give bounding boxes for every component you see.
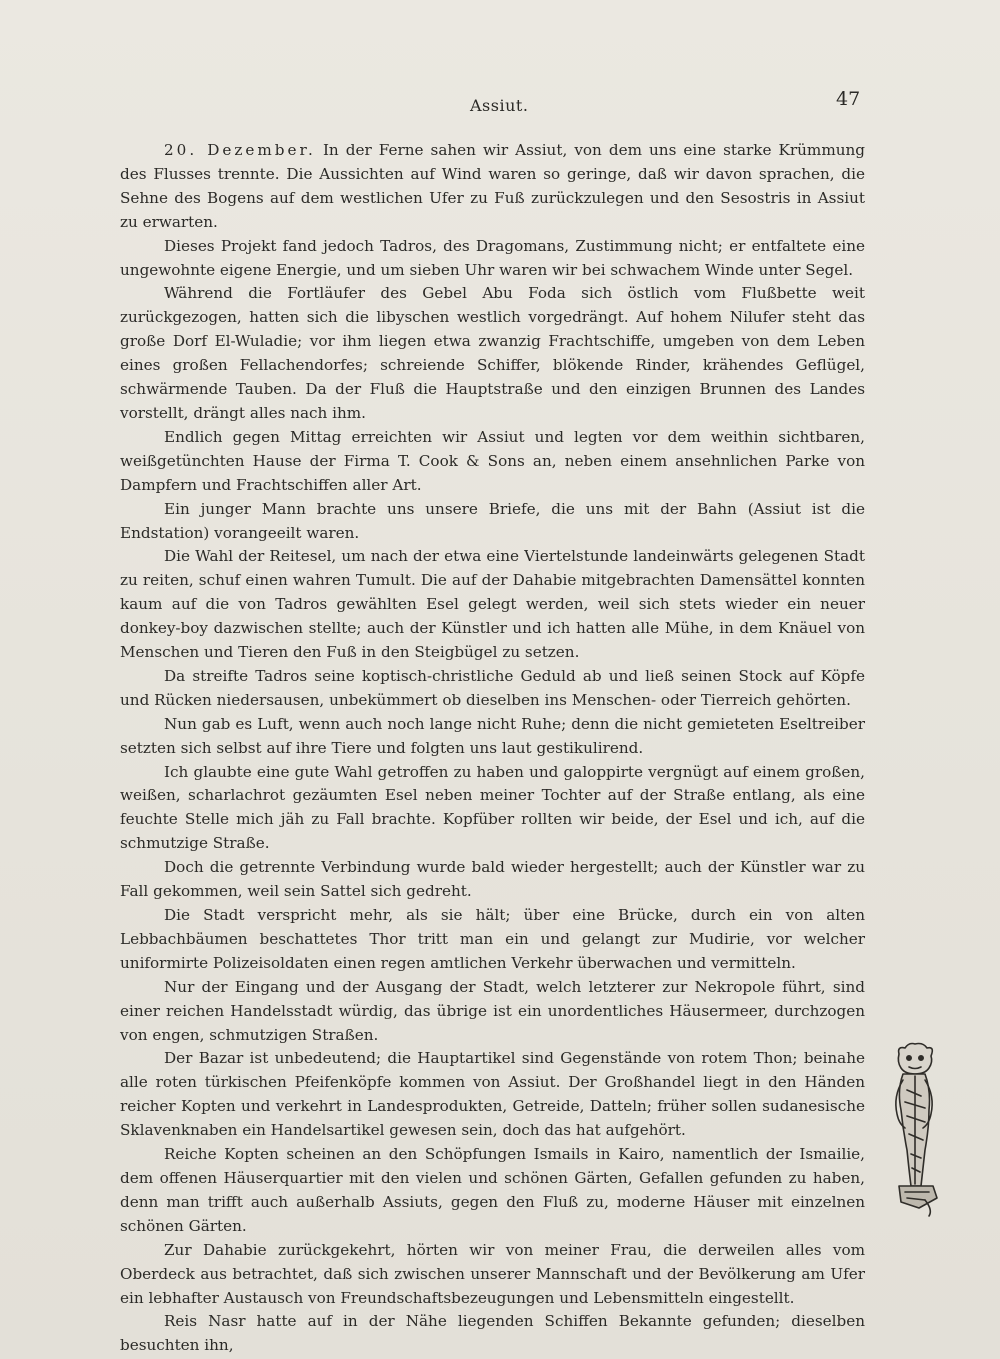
paragraph: Nun gab es Luft, wenn auch noch lange nicht Ruhe; denn die nicht gemieteten Eseltreiber setzten sich selbst auf ihre Tiere und folgten uns laut gestikulirend.	[120, 714, 865, 757]
paragraph: Dieses Projekt fand jedoch Tadros, des Dragomans, Zustimmung nicht; er entfaltete eine ungewohnte eigene Energie, und um sieben Uhr waren wir bei schwachem Winde unter Segel.	[120, 236, 865, 279]
paragraph: Da streifte Tadros seine koptisch-christliche Geduld ab und ließ seinen Stock auf Köpfe und Rücken niedersausen, unbekümmert ob dieselben ins Menschen- oder Tierreich gehörten.	[120, 666, 865, 709]
statue-figure-illustration	[885, 1040, 945, 1218]
paragraph: Reis Nasr hatte auf in der Nähe liegenden Schiffen Bekannte gefunden; dieselben besuchten ihn,	[120, 1312, 865, 1355]
paragraph: Reiche Kopten scheinen an den Schöpfungen Ismails in Kairo, namentlich der Ismailie, dem offenen Häuserquartier mit den vielen und schönen Gärten, Gefallen gefunden zu haben, denn man trifft auch außerhalb Assiuts, gegen den Fluß zu, moderne Häuser mit einzelnen schönen Gärten.	[120, 1145, 865, 1235]
paragraph: Doch die getrennte Verbindung wurde bald wieder hergestellt; auch der Künstler war zu Fall gekommen, weil sein Sattel sich gedreht.	[120, 858, 865, 901]
body-text	[120, 139, 865, 1358]
paragraph-text: In der Ferne sahen wir Assiut, von dem uns eine starke Krümmung des Flusses trennte. Die Aussichten auf Wind waren so geringe, daß wir davon sprachen, die Sehne des Bogens auf dem westlichen Ufer zu Fuß zurückzulegen und den Sesostris in Assiut zu erwarten.	[120, 141, 866, 231]
page-number: 47	[836, 88, 861, 110]
paragraph: Zur Dahabie zurückgekehrt, hörten wir von meiner Frau, die derweilen alles vom Oberdeck aus betrachtet, daß sich zwischen unserer Mannschaft und der Bevölkerung am Ufer ein lebhafter Austausch von Freundschaftsbezeugungen und Lebensmitteln eingestellt.	[120, 1240, 865, 1307]
paragraph: Die Stadt verspricht mehr, als sie hält; über eine Brücke, durch ein von alten Lebbachbäumen beschattetes Thor tritt man ein und gelangt zur Mudirie, vor welcher uniformirte Polizeisoldaten einen regen amtlichen Verkehr überwachen und vermitteln.	[120, 906, 865, 972]
paragraph: Ich glaubte eine gute Wahl getroffen zu haben und galoppirte vergnügt auf einem großen, weißen, scharlachrot gezäumten Esel neben meiner Tochter auf der Straße entlang, als eine feuchte Stelle mich jäh zu Fall brachte. Kopfüber rollten wir beide, der Esel und ich, auf die schmutzige Straße.	[120, 762, 865, 853]
paragraph: Die Wahl der Reitesel, um nach der etwa eine Viertelstunde landeinwärts gelegenen Stadt zu reiten, schuf einen wahren Tumult. Die auf der Dahabie mitgebrachten Damensättel konnten kaum auf die von Tadros gewählten Esel gelegt werden, weil sich stets wieder ein neuer donkey-boy dazwischen stellte; auch der Künstler und ich hatten alle Mühe, in dem Knäuel von Menschen und Tieren den Fuß in den Steigbügel zu setzen.	[120, 547, 865, 662]
paragraph: Der Bazar ist unbedeutend; die Hauptartikel sind Gegenstände von rotem Thon; beinahe alle roten türkischen Pfeifenköpfe kommen von Assiut. Der Großhandel liegt in den Händen reicher Kopten und verkehrt in Landesprodukten, Getreide, Datteln; früher sollen sudanesische Sklavenknaben ein Handelsartikel gewesen sein, doch das hat aufgehört.	[120, 1049, 865, 1140]
paragraph	[120, 139, 865, 235]
date-heading: 20. Dezember.	[164, 141, 316, 159]
paragraph: Ein junger Mann brachte uns unsere Briefe, die uns mit der Bahn (Assiut ist die Endstation) vorangeeilt waren.	[120, 499, 865, 542]
paragraph: Endlich gegen Mittag erreichten wir Assiut und legten vor dem weithin sichtbaren, weißgetünchten Hause der Firma T. Cook & Sons an, neben einem ansehnlichen Parke von Dampfern und Frachtschiffen aller Art.	[120, 427, 865, 494]
running-head: Assiut.	[470, 96, 529, 115]
paragraph: Während die Fortläufer des Gebel Abu Foda sich östlich vom Flußbette weit zurückgezogen, hatten sich die libyschen westlich vorgedrängt. Auf hohem Nilufer steht das große Dorf El-Wuladie; vor ihm liegen etwa zwanzig Frachtschiffe, umgeben von dem Leben eines großen Fellachendorfes; schreiende Schiffer, blökende Rinder, krähendes Geflügel, schwärmende Tauben. Da der Fluß die Hauptstraße und den einzigen Brunnen des Landes vorstellt, drängt alles nach ihm.	[120, 284, 865, 422]
paragraph: Nur der Eingang und der Ausgang der Stadt, welch letzterer zur Nekropole führt, sind einer reichen Handelsstadt würdig, das übrige ist ein unordentliches Häusermeer, durchzogen von engen, schmutzigen Straßen.	[120, 977, 865, 1044]
